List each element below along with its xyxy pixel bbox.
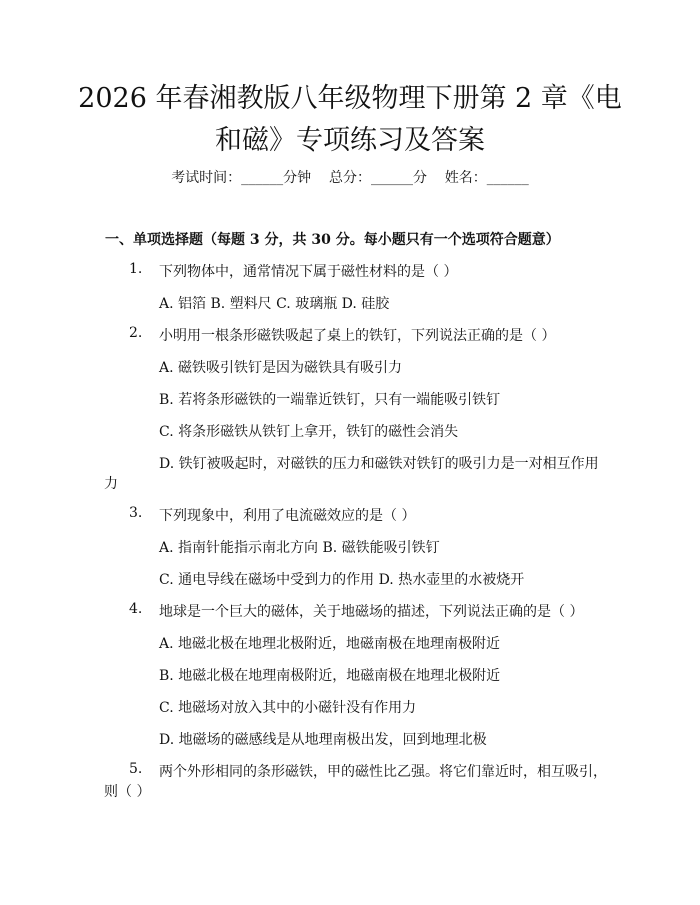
exam-info-line: 考试时间：______分钟 总分：______分 姓名：______ bbox=[171, 170, 529, 186]
question-4-option-c: C. 地磁场对放入其中的小磁针没有作用力 bbox=[159, 700, 417, 716]
page-title bbox=[60, 78, 640, 162]
question-5-stem-continued: 则（ ） bbox=[104, 784, 151, 800]
title-line-1: 2026 年春湘教版八年级物理下册第 2 章《电 bbox=[78, 83, 622, 114]
question-5-stem: 两个外形相同的条形磁铁，甲的磁性比乙强。将它们靠近时，相互吸引， bbox=[159, 764, 607, 780]
section-title: 一、单项选择题（每题 3 分，共 30 分。每小题只有一个选项符合题意） bbox=[105, 232, 560, 248]
question-2-option-a: A. 磁铁吸引铁钉是因为磁铁具有吸引力 bbox=[159, 360, 403, 376]
question-4-option-b: B. 地磁北极在地理南极附近，地磁南极在地理北极附近 bbox=[159, 668, 501, 684]
question-number-2: 2. bbox=[129, 325, 143, 341]
question-3-options-cd: C. 通电导线在磁场中受到力的作用 D. 热水壶里的水被烧开 bbox=[159, 572, 525, 588]
question-2-option-b: B. 若将条形磁铁的一端靠近铁钉，只有一端能吸引铁钉 bbox=[159, 392, 501, 408]
question-1-options: A. 铝箔 B. 塑料尺 C. 玻璃瓶 D. 硅胶 bbox=[159, 296, 390, 312]
question-2-option-c: C. 将条形磁铁从铁钉上拿开，铁钉的磁性会消失 bbox=[159, 424, 459, 440]
question-1-stem: 下列物体中，通常情况下属于磁性材料的是（ ） bbox=[159, 264, 458, 280]
question-number-1: 1. bbox=[129, 261, 143, 277]
question-4-stem: 地球是一个巨大的磁体，关于地磁场的描述，下列说法正确的是（ ） bbox=[159, 604, 584, 620]
question-number-3: 3. bbox=[129, 505, 143, 521]
question-2-stem: 小明用一根条形磁铁吸起了桌上的铁钉，下列说法正确的是（ ） bbox=[159, 328, 556, 344]
question-2-option-d-continued: 力 bbox=[104, 476, 118, 492]
question-3-stem: 下列现象中，利用了电流磁效应的是（ ） bbox=[159, 508, 416, 524]
question-2-option-d: D. 铁钉被吸起时，对磁铁的压力和磁铁对铁钉的吸引力是一对相互作用 bbox=[159, 456, 599, 472]
title-line-2: 和磁》专项练习及答案 bbox=[215, 125, 485, 156]
question-3-options-ab: A. 指南针能指示南北方向 B. 磁铁能吸引铁钉 bbox=[159, 540, 440, 556]
question-4-option-a: A. 地磁北极在地理北极附近，地磁南极在地理南极附近 bbox=[159, 636, 501, 652]
question-number-4: 4. bbox=[129, 601, 143, 617]
question-4-option-d: D. 地磁场的磁感线是从地理南极出发，回到地理北极 bbox=[159, 732, 487, 748]
question-number-5: 5. bbox=[129, 761, 143, 777]
